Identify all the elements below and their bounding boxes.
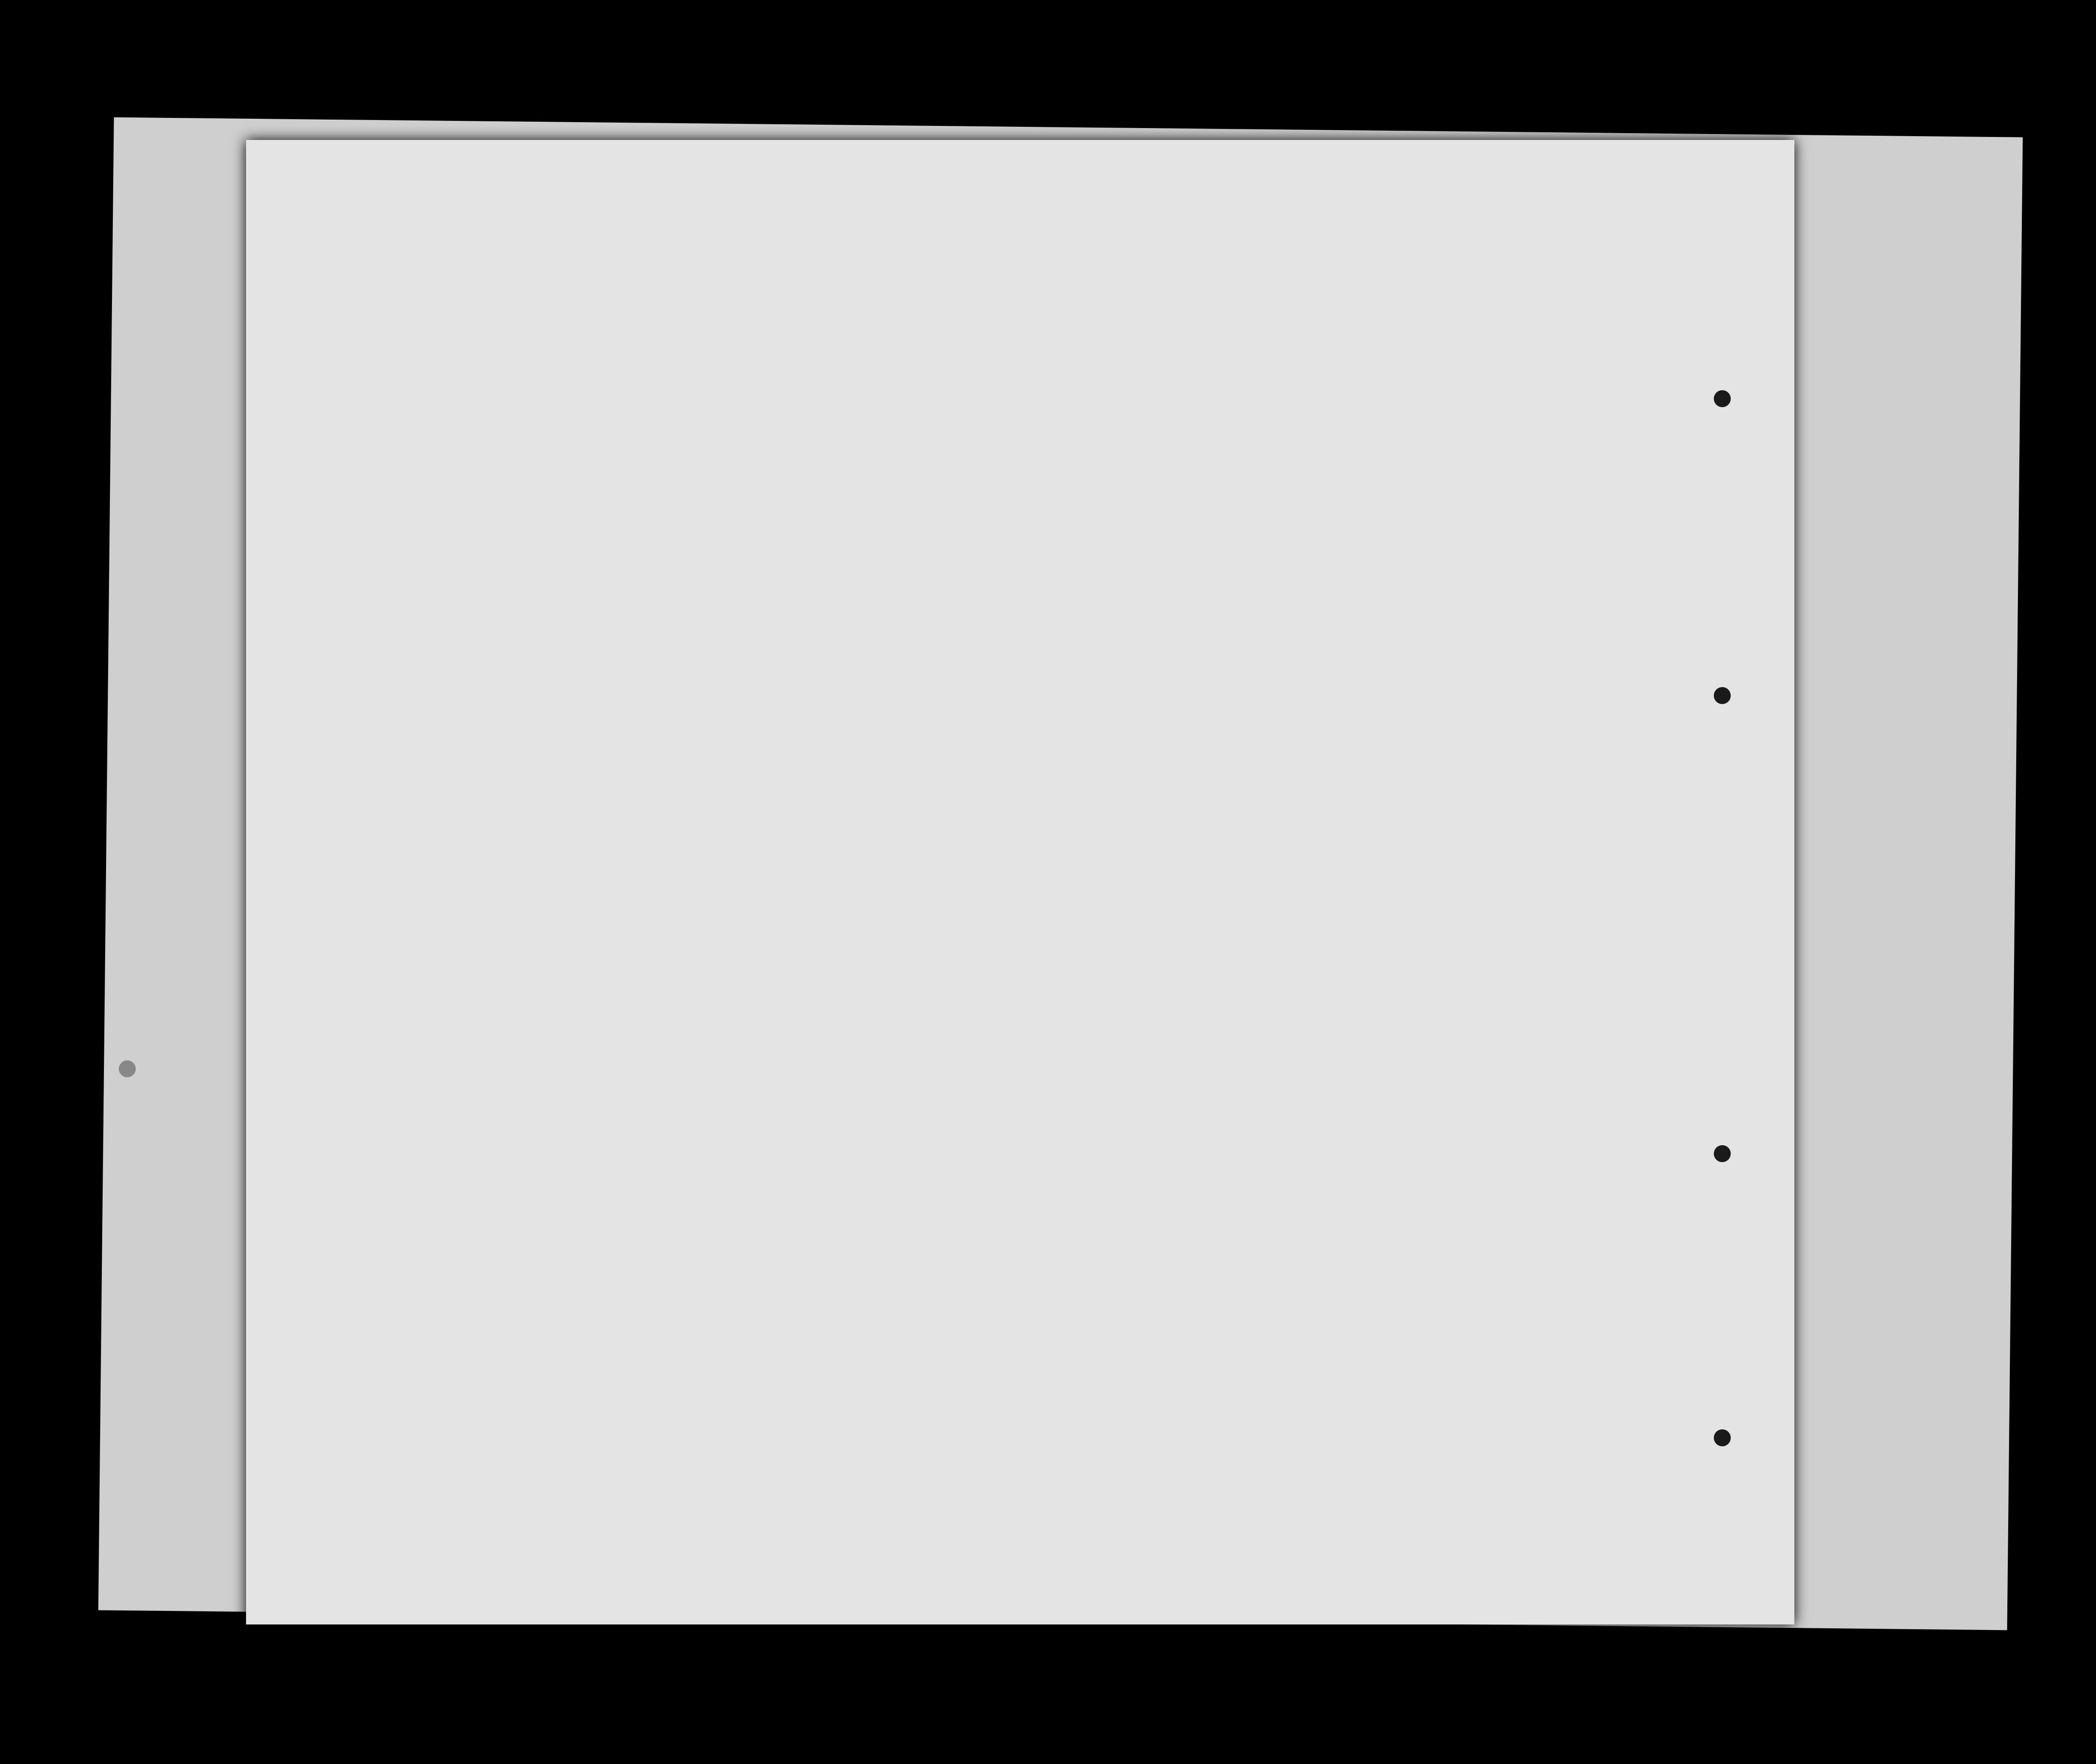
back-col-header (190, 377, 230, 504)
binder-hole (1714, 1145, 1731, 1162)
binder-hole (1714, 1429, 1731, 1446)
binder-hole (1714, 390, 1731, 407)
manifest-sheet (246, 140, 1794, 1624)
binder-hole (1714, 687, 1731, 704)
back-right-column (1903, 624, 2013, 625)
binder-hole (119, 1060, 136, 1077)
ship-line (484, 293, 1799, 322)
manifest-grid (271, 335, 1735, 1565)
